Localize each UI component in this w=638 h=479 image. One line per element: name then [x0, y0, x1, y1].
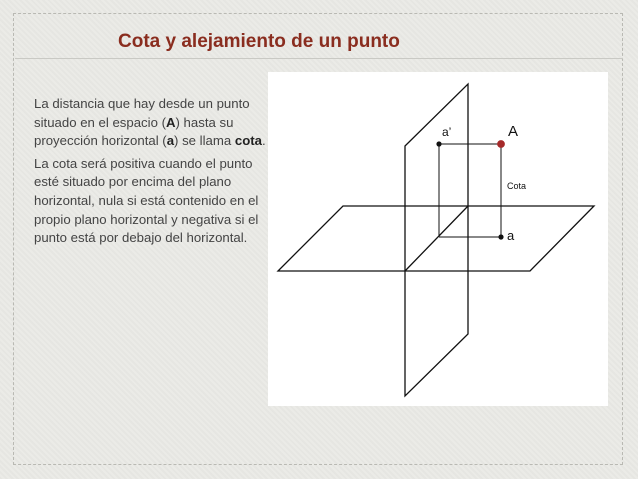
- title-divider: [15, 58, 623, 59]
- label-a: a: [507, 228, 515, 243]
- point-a-prime: [436, 141, 441, 146]
- vertical-plane: [405, 84, 468, 396]
- text-segment: ) hasta su proyección horizontal (: [34, 114, 234, 149]
- paragraph-definition: [34, 95, 266, 151]
- label-a-prime: a’: [442, 125, 452, 139]
- label-A: A: [508, 123, 519, 140]
- bold-term: cota: [234, 133, 262, 149]
- bold-term: a: [166, 133, 175, 149]
- slide-title: Cota y alejamiento de un punto: [118, 31, 400, 52]
- text-segment: .: [261, 133, 266, 149]
- point-a: [498, 234, 503, 239]
- body-text: [34, 95, 266, 252]
- bold-term: A: [165, 114, 176, 130]
- diagram-svg: [268, 72, 608, 406]
- text-segment: La distancia que hay desde un punto situado en el espacio (: [34, 96, 250, 130]
- text-segment: La cota será positiva cuando el punto esté situado por encima del plano horizontal, nula si está contenido en el propio plano horizontal y negativa si el punto está por debajo del horizontal.: [34, 155, 259, 246]
- label-cota: Cota: [507, 181, 527, 191]
- projection-diagram: [268, 72, 608, 406]
- paragraph-sign: [34, 155, 266, 248]
- point-A: [498, 141, 505, 148]
- ground-line: [405, 206, 468, 271]
- text-segment: ) se llama: [174, 133, 235, 149]
